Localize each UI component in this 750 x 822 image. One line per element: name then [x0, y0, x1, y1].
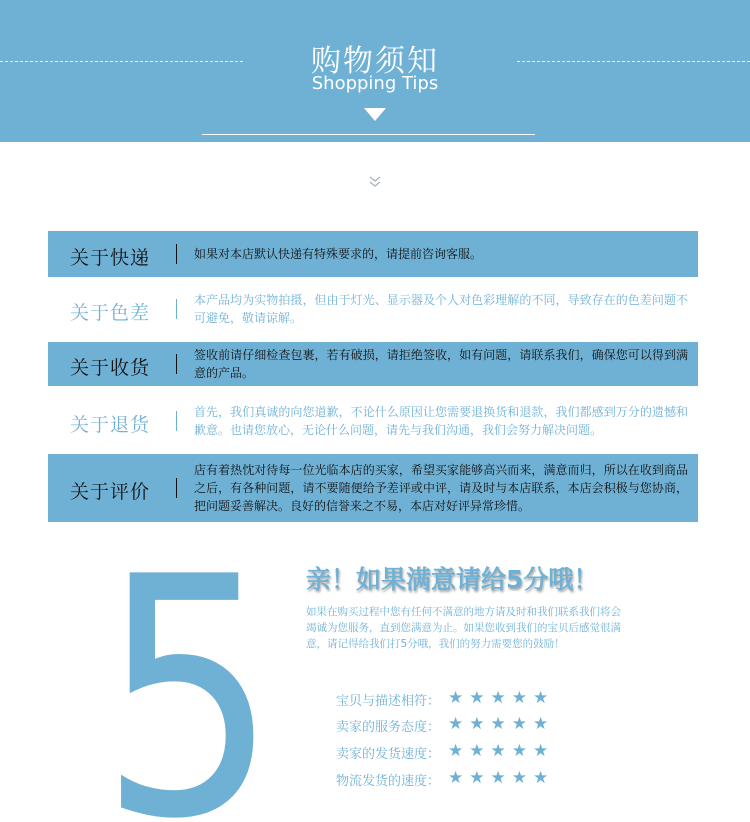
- tip-row-express: [48, 231, 698, 277]
- tip-row-returns: [48, 398, 698, 444]
- tip-text: 签收前请仔细检查包裹，若有破损，请拒绝签收，如有问题，请联系我们，确保您可以得到满意的产品。: [194, 348, 688, 380]
- rating-item: [336, 714, 586, 736]
- rating-item: [336, 768, 586, 790]
- rating-label: 卖家的发货速度：: [336, 747, 441, 762]
- tip-label: 关于退货: [70, 414, 151, 436]
- header-underline: [202, 134, 535, 135]
- tip-text: 如果对本店默认快递有特殊要求的，请提前咨询客服。: [194, 247, 483, 261]
- tip-separator: [176, 354, 177, 374]
- tip-label: 关于收货: [70, 357, 151, 379]
- page-title: 购物须知: [311, 44, 439, 79]
- five-stars-icon: ★★★★★: [448, 714, 555, 734]
- tip-separator: [176, 244, 177, 264]
- five-stars-icon: ★★★★★: [448, 768, 555, 788]
- tip-text: 首先，我们真诚的向您道歉，不论什么原因让您需要退换货和退款，我们都感到万分的遗憾和歉意。也请您放心，无论什么问题，请先与我们沟通，我们会努力解决问题。: [194, 405, 688, 437]
- rating-label: 宝贝与描述相符：: [336, 694, 441, 709]
- tip-text: 本产品均为实物拍摄，但由于灯光、显示器及个人对色彩理解的不同，导致存在的色差问题不可避免，敬请谅解。: [194, 293, 688, 325]
- double-chevron-down-icon: [368, 176, 382, 188]
- rating-item: [336, 688, 586, 710]
- five-stars-icon: ★★★★★: [448, 741, 555, 761]
- rating-item: [336, 741, 586, 763]
- rating-label: 物流发货的速度：: [336, 774, 441, 789]
- tip-label: 关于评价: [70, 481, 151, 503]
- header-banner: [0, 0, 750, 142]
- rating-description: 如果在购买过程中您有任何不满意的地方请及时和我们联系我们将会竭诚为您服务，直到您满意为止。如果您收到我们的宝贝后感觉很满意，请记得给我们打5分哦，我们的努力需要您的鼓励！: [306, 606, 621, 650]
- rating-label: 卖家的服务态度：: [336, 720, 441, 735]
- tip-label: 关于色差: [70, 302, 151, 324]
- five-stars-icon: ★★★★★: [448, 688, 555, 708]
- tip-row-color-difference: [48, 286, 698, 332]
- down-arrow-icon: [364, 108, 386, 121]
- tip-label: 关于快递: [70, 247, 151, 269]
- tip-text: 店有着热忱对待每一位光临本店的买家，希望买家能够高兴而来，满意而归，所以在收到商品之后，有各种问题，请不要随便给予差评或中评，请及时与本店联系，本店会积极与您协商，把问题妥善解决。良好的信誉来之不易，本店对好评异常珍惜。: [194, 463, 688, 513]
- tip-separator: [176, 478, 177, 498]
- tip-separator: [176, 299, 177, 319]
- svg-text:5: 5: [99, 508, 278, 822]
- tip-separator: [176, 411, 177, 431]
- rating-slogan: 亲！如果满意请给5分哦！: [306, 565, 599, 594]
- big-number-five: [99, 508, 278, 822]
- page-subtitle: Shopping Tips: [311, 73, 439, 94]
- tip-row-receiving: [48, 342, 698, 386]
